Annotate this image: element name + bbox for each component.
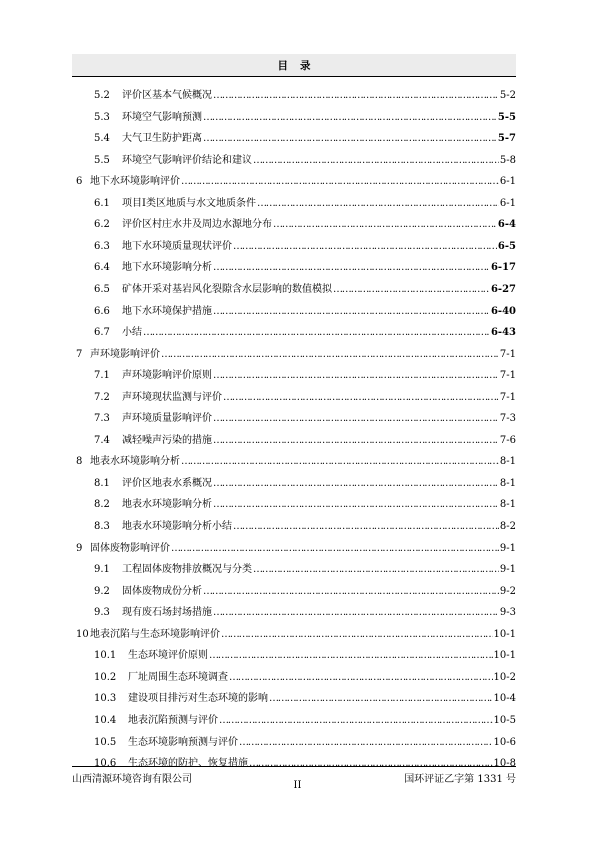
toc-entry-title: 项目Ⅰ类区地质与水文地质条件 [122,197,256,209]
toc-entry-title: 评价区基本气候概况 [122,90,212,101]
toc-entry[interactable] [72,347,516,363]
toc-dot-leader [203,131,497,147]
toc-entry-number: 10.1 [94,650,117,662]
toc-dot-leader [203,110,497,126]
toc-entry-title: 声环境现状监测与评价 [122,391,222,403]
toc-entry[interactable] [72,217,516,233]
toc-dot-leader [233,239,497,255]
toc-dot-leader [213,476,499,492]
toc-entry-page: 5-5 [497,111,516,123]
toc-entry-number: 6.1 [94,197,110,209]
toc-entry-page: 8-1 [499,477,516,489]
toc-entry-page: 6-43 [490,327,516,339]
toc-entry-title: 地表沉陷与生态环境影响评价 [90,628,220,640]
toc-entry-title: 小结 [122,327,142,339]
toc-entry[interactable] [72,131,516,147]
toc-dot-leader [213,368,499,384]
toc-entry-title: 地表水环境影响分析小结 [122,521,232,532]
toc-entry-title: 生态环境影响预测与评价 [128,736,238,748]
toc-dot-leader [213,88,499,104]
toc-entry-number: 9.3 [94,607,110,619]
toc-entry-page: 10-8 [493,758,516,770]
page-number: II [293,780,302,791]
toc-dot-leader [209,648,493,664]
toc-entry-page: 9-1 [499,564,516,576]
toc-entry[interactable] [72,325,516,341]
toc-entry[interactable] [72,174,516,190]
toc-entry-title: 地表水环境影响分析 [90,456,180,468]
toc-entry-page: 6-27 [490,283,516,295]
toc-dot-leader [181,454,499,470]
toc-entry[interactable] [72,411,516,427]
toc-entry-page: 10-4 [493,693,516,705]
toc-dot-leader [171,541,499,557]
toc-entry-number: 7.4 [94,434,110,446]
toc-entry-page: 9-2 [499,585,516,597]
toc-entry-number: 7 [76,348,83,360]
toc-entry-number: 5.4 [94,133,110,145]
toc-entry[interactable] [72,454,516,470]
footer-divider [72,766,516,767]
toc-entry-number: 9 [76,542,83,554]
toc-entry-number: 6.6 [94,305,110,317]
toc-entry-title: 地表水环境影响分析 [122,499,212,511]
toc-entry-number: 6.7 [94,327,110,339]
toc-entry-title: 生态环境的防护、恢复措施 [128,758,248,770]
toc-dot-leader [333,282,490,298]
toc-entry[interactable] [72,88,516,104]
toc-entry-number: 5.2 [94,90,110,101]
toc-entry-number: 9.2 [94,585,110,597]
toc-dot-leader [219,713,493,729]
toc-entry-title: 地下水环境质量现状评价 [122,240,232,252]
toc-entry-page: 6-1 [499,197,516,209]
toc-dot-leader [203,584,499,600]
toc-entry[interactable] [72,670,516,686]
toc-entry-title: 矿体开采对基岩风化裂隙含水层影响的数值模拟 [122,283,332,295]
toc-entry[interactable] [72,627,516,643]
toc-entry-title: 评价区地表水系概况 [122,477,212,489]
toc-entry[interactable] [72,260,516,276]
toc-entry-title: 厂址周围生态环境调查 [128,671,228,683]
toc-dot-leader [143,325,490,341]
toc-entry-title: 地下水环境保护措施 [122,305,212,317]
toc-dot-leader [257,196,499,212]
toc-dot-leader [269,691,493,707]
toc-entry-page: 7-1 [499,370,516,382]
toc-entry-title: 环境空气影响预测 [122,111,202,123]
toc-entry[interactable] [72,390,516,406]
toc-dot-leader [213,260,490,276]
toc-entry[interactable] [72,497,516,513]
toc-dot-leader [223,390,499,406]
toc-dot-leader [273,217,497,233]
toc-entry[interactable] [72,110,516,126]
toc-entry[interactable] [72,605,516,621]
toc-entry-number: 10.6 [94,758,117,770]
toc-entry-page: 10-2 [493,671,516,683]
toc-entry-page: 7-3 [499,413,516,425]
toc-dot-leader [213,304,490,320]
toc-entry-page: 6-5 [497,240,516,252]
toc-entry-number: 8.2 [94,499,110,511]
toc-entry-number: 7.2 [94,391,110,403]
toc-heading: 目录 [277,60,323,72]
toc-entry-page: 10-5 [493,714,516,726]
toc-entry[interactable] [72,368,516,384]
toc-entry-number: 6 [76,176,83,188]
toc-entry-title: 声环境影响评价原则 [122,370,212,382]
toc-entry-page: 7-1 [499,348,516,360]
toc-entry-title: 固体废物影响评价 [90,542,170,554]
toc-entry-number: 7.3 [94,413,110,425]
toc-entry-number: 10.4 [94,714,117,726]
toc-entry-title: 声环境影响评价 [90,348,160,360]
toc-dot-leader [213,497,499,513]
toc-dot-leader [181,174,499,190]
toc-entry-page: 5-2 [499,90,516,101]
toc-entry-number: 9.1 [94,564,110,576]
toc-entry[interactable] [72,239,516,255]
toc-entry-title: 评价区村庄水井及周边水源地分布 [122,219,272,231]
toc-dot-leader [239,735,493,751]
toc-dot-leader [253,153,499,169]
toc-entry-number: 6.5 [94,283,110,295]
toc-entry-number: 5.5 [94,154,110,166]
toc-entry[interactable] [72,433,516,449]
toc-entry[interactable] [72,519,516,535]
toc-entry-page: 10-1 [493,628,516,640]
toc-entry-title: 大气卫生防护距离 [122,133,202,145]
toc-entry-number: 8.1 [94,477,110,489]
toc-dot-leader [213,411,499,427]
toc-entry-title: 生态环境评价原则 [128,650,208,662]
toc-dot-leader [213,605,499,621]
toc-entry[interactable] [72,691,516,707]
toc-entry-page: 9-1 [499,542,516,554]
toc-entry-title: 环境空气影响评价结论和建议 [122,154,252,166]
toc-entry-number: 10.2 [94,671,117,683]
toc-entry[interactable] [72,153,516,169]
toc-dot-leader [233,519,499,535]
toc-entry-number: 6.3 [94,240,110,252]
toc-entry-number: 6.2 [94,219,110,231]
toc-entry-page: 5-8 [499,154,516,166]
toc-entry-title: 地下水环境影响评价 [90,176,180,188]
toc-entry-page: 10-1 [493,650,516,662]
toc-entry-title: 建设项目排污对生态环境的影响 [128,693,268,705]
toc-entry-page: 6-1 [499,176,516,188]
toc-entry-number: 6.4 [94,262,110,274]
toc-dot-leader [221,627,493,643]
footer-company: 山西清源环境咨询有限公司 [72,774,192,785]
toc-entry-title: 地表沉陷预测与评价 [128,714,218,726]
toc-entry-title: 减轻噪声污染的措施 [122,434,212,446]
toc-entry[interactable] [72,196,516,212]
toc-entry-page: 6-4 [497,219,516,231]
toc-entry-number: 10.5 [94,736,117,748]
toc-entry-page: 5-7 [497,133,516,145]
toc-entry-title: 固体废物成份分析 [122,585,202,597]
toc-entry-page: 8-2 [499,521,516,532]
toc-entry[interactable] [72,562,516,578]
toc-entry-page: 6-40 [490,305,516,317]
toc-entry-page: 10-6 [493,736,516,748]
toc-entry-title: 声环境质量影响评价 [122,413,212,425]
toc-entry[interactable] [72,541,516,557]
toc-entry-title: 现有废石场封场措施 [122,607,212,619]
toc-entry[interactable] [72,282,516,298]
toc-entry-number: 8.3 [94,521,110,532]
toc-dot-leader [161,347,499,363]
toc-entry-page: 8-1 [499,456,516,468]
toc-entry[interactable] [72,735,516,751]
toc-entry-number: 10.3 [94,693,117,705]
toc-entry[interactable] [72,648,516,664]
toc-entry-page: 6-17 [490,262,516,274]
page-header [72,54,516,77]
toc-entry[interactable] [72,476,516,492]
toc-entry[interactable] [72,713,516,729]
toc-entry-page: 7-1 [499,391,516,403]
toc-dot-leader [253,562,499,578]
toc-dot-leader [229,670,493,686]
toc-entry-title: 工程固体废物排放概况与分类 [122,564,252,576]
toc-entry[interactable] [72,304,516,320]
toc-entry-number: 10 [76,628,89,640]
toc-entry-page: 9-3 [499,607,516,619]
toc-entry[interactable] [72,584,516,600]
toc-entry-page: 7-6 [499,434,516,446]
toc-dot-leader [213,433,499,449]
toc-entry-number: 5.3 [94,111,110,123]
toc-entry-number: 7.1 [94,370,110,382]
footer-certificate: 国环评证乙字第 1331 号 [404,774,516,785]
toc-entry-title: 地下水环境影响分析 [122,262,212,274]
toc-entry-page: 8-1 [499,499,516,511]
toc-entry-number: 8 [76,456,83,468]
